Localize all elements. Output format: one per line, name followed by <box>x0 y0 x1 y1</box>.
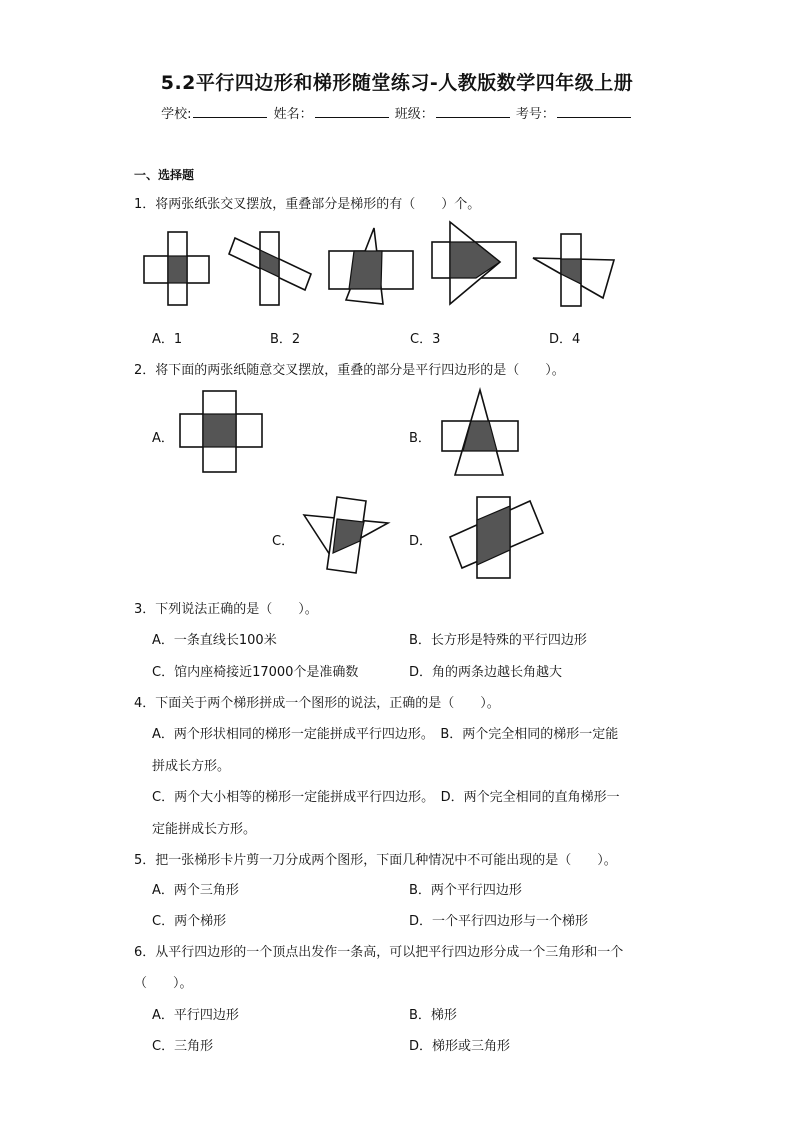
q2-option-b[interactable]: B． <box>409 431 431 446</box>
question-5-stem: 5．把一张梯形卡片剪一刀分成两个图形，下面几种情况中不可能出现的是（ ）。 <box>134 853 617 868</box>
q1-option-a[interactable]: A．1 <box>152 332 183 347</box>
q3-option-a[interactable]: A．一条直线长100米 <box>152 633 277 648</box>
q2-figure-a <box>178 389 268 474</box>
q1-figure-3 <box>327 226 417 306</box>
school-field[interactable] <box>193 105 267 118</box>
question-6-stem-cont: （ ）。 <box>134 976 193 991</box>
q4-line-3[interactable]: C．两个大小相等的梯形一定能拼成平行四边形。 D．两个完全相同的直角梯形一 <box>152 790 620 805</box>
q1-option-c[interactable]: C．3 <box>410 332 441 347</box>
q3-option-c[interactable]: C．馆内座椅接近17000个是准确数 <box>152 665 359 680</box>
class-field[interactable] <box>436 105 510 118</box>
q2-figure-b <box>440 388 525 478</box>
q3-option-b[interactable]: B．长方形是特殊的平行四边形 <box>409 633 587 648</box>
question-3-stem: 3．下列说法正确的是（ ）。 <box>134 602 318 617</box>
q1-figure-4 <box>430 220 525 305</box>
name-field[interactable] <box>315 105 389 118</box>
exam-no-label: 考号： <box>515 107 555 122</box>
q2-option-c[interactable]: C． <box>272 534 295 549</box>
q1-figure-1 <box>144 232 214 307</box>
exam-no-field[interactable] <box>557 105 631 118</box>
q6-option-a[interactable]: A．平行四边形 <box>152 1008 239 1023</box>
q2-option-d[interactable]: D． <box>409 534 433 549</box>
q1-figure-5 <box>531 232 621 307</box>
q1-figure-2 <box>226 232 316 307</box>
q1-option-d[interactable]: D．4 <box>549 332 581 347</box>
question-4-stem: 4．下面关于两个梯形拼成一个图形的说法，正确的是（ ）。 <box>134 696 500 711</box>
class-label: 班级： <box>394 107 434 122</box>
q2-figure-d <box>448 495 548 585</box>
q3-option-d[interactable]: D．角的两条边越长角越大 <box>409 665 563 680</box>
q1-option-b[interactable]: B．2 <box>270 332 301 347</box>
q5-option-b[interactable]: B．两个平行四边形 <box>409 883 522 898</box>
q5-option-a[interactable]: A．两个三角形 <box>152 883 239 898</box>
section-title: 一、选择题 <box>134 168 195 182</box>
q2-option-a[interactable]: A． <box>152 431 174 446</box>
name-label: 姓名： <box>273 107 313 122</box>
q5-option-c[interactable]: C．两个梯形 <box>152 914 227 929</box>
q5-option-d[interactable]: D．一个平行四边形与一个梯形 <box>409 914 589 929</box>
school-label: 学校: <box>161 107 192 122</box>
q6-option-c[interactable]: C．三角形 <box>152 1039 214 1054</box>
q2-figure-c <box>302 495 397 580</box>
question-6-stem: 6．从平行四边形的一个顶点出发作一条高，可以把平行四边形分成一个三角形和一个 <box>134 945 624 960</box>
q6-option-b[interactable]: B．梯形 <box>409 1008 457 1023</box>
q4-line-4: 定能拼成长方形。 <box>152 822 257 837</box>
student-info-line <box>0 103 794 122</box>
page-title: 5.2平行四边形和梯形随堂练习-人教版数学四年级上册 <box>160 72 634 94</box>
question-2-stem: 2．将下面的两张纸随意交叉摆放，重叠的部分是平行四边形的是（ ）。 <box>134 363 565 378</box>
q4-line-2: 拼成长方形。 <box>152 759 231 774</box>
q4-line-1[interactable]: A．两个形状相同的梯形一定能拼成平行四边形。 B．两个完全相同的梯形一定能 <box>152 727 619 742</box>
question-1-stem: 1．将两张纸张交叉摆放，重叠部分是梯形的有（ ）个。 <box>134 197 481 212</box>
q6-option-d[interactable]: D．梯形或三角形 <box>409 1039 511 1054</box>
